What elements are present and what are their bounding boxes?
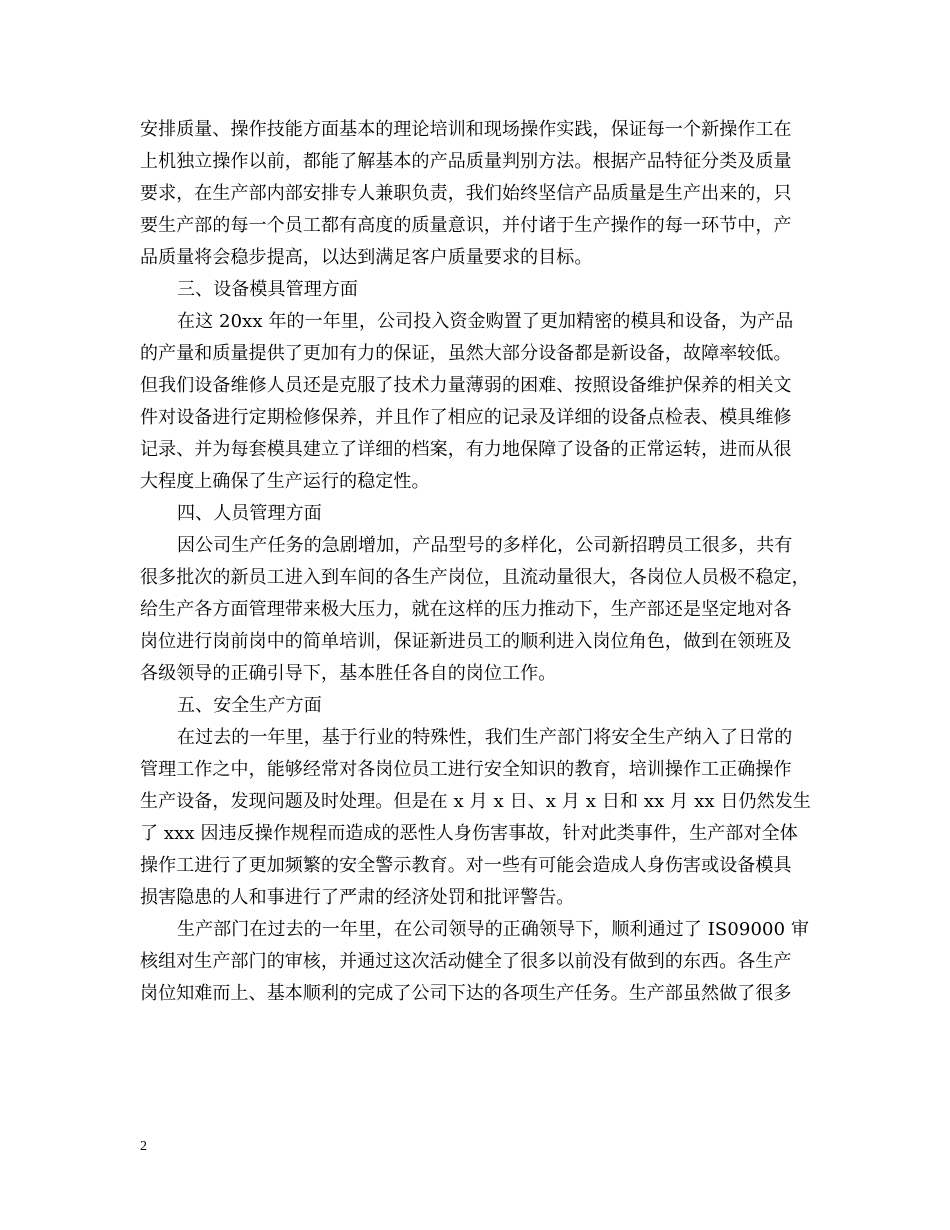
body-line: 在这 20xx 年的一年里，公司投入资金购置了更加精密的模具和设备，为产品 [177,311,794,332]
body-line: 大程度上确保了生产运行的稳定性。 [140,471,430,492]
body-line: 在过去的一年里，基于行业的特殊性，我们生产部门将安全生产纳入了日常的 [177,727,793,748]
body-line: 的产量和质量提供了更加有力的保证，虽然大部分设备都是新设备，故障率较低。 [140,343,792,364]
body-line: 了 xxx 因违反操作规程而造成的恶性人身伤害事故，针对此类事件，生产部对全体 [140,823,798,844]
body-line: 岗位知难而上、基本顺利的完成了公司下达的各项生产任务。生产部虽然做了很多 [140,983,792,1004]
body-line: 核组对生产部门的审核，并通过这次活动健全了很多以前没有做到的东西。各生产 [140,951,792,972]
body-line: 件对设备进行定期检修保养，并且作了相应的记录及详细的设备点检表、模具维修 [140,407,792,428]
body-line: 生产部门在过去的一年里，在公司领导的正确领导下，顺利通过了 IS09000 审 [177,919,810,940]
section-heading: 五、安全生产方面 [177,695,322,716]
body-line: 给生产各方面管理带来极大压力，就在这样的压力推动下，生产部还是坚定地对各 [140,599,792,620]
body-line: 但我们设备维修人员还是克服了技术力量薄弱的困难、按照设备维护保养的相关文 [140,375,792,396]
body-line: 要求，在生产部内部安排专人兼职负责，我们始终坚信产品质量是生产出来的，只 [140,183,792,204]
body-line: 管理工作之中，能够经常对各岗位员工进行安全知识的教育，培训操作工正确操作 [140,759,792,780]
body-line: 损害隐患的人和事进行了严肃的经济处罚和批评警告。 [140,887,575,908]
page-number: 2 [140,1139,147,1154]
section-heading: 四、人员管理方面 [177,503,322,524]
section-heading: 三、设备模具管理方面 [177,279,358,300]
body-line: 记录、并为每套模具建立了详细的档案，有力地保障了设备的正常运转，进而从很 [140,439,792,460]
body-line: 各级领导的正确引导下，基本胜任各自的岗位工作。 [140,663,557,684]
body-line: 因公司生产任务的急剧增加，产品型号的多样化，公司新招聘员工很多，共有 [177,535,793,556]
body-line: 操作工进行了更加频繁的安全警示教育。对一些有可能会造成人身伤害或设备模具 [140,855,792,876]
body-line: 岗位进行岗前岗中的简单培训，保证新进员工的顺利进入岗位角色，做到在领班及 [140,631,792,652]
body-line: 上机独立操作以前，都能了解基本的产品质量判别方法。根据产品特征分类及质量 [140,151,792,172]
body-line: 品质量将会稳步提高，以达到满足客户质量要求的目标。 [140,247,593,268]
body-line: 要生产部的每一个员工都有高度的质量意识，并付诸于生产操作的每一环节中，产 [140,215,792,236]
body-line: 安排质量、操作技能方面基本的理论培训和现场操作实践，保证每一个新操作工在 [140,119,792,140]
document-body [140,114,814,1010]
body-line: 很多批次的新员工进入到车间的各生产岗位，且流动量很大，各岗位人员极不稳定， [140,567,810,588]
body-line: 生产设备，发现问题及时处理。但是在 x 月 x 日、x 月 x 日和 xx 月 xx 日仍然发生 [140,791,811,812]
